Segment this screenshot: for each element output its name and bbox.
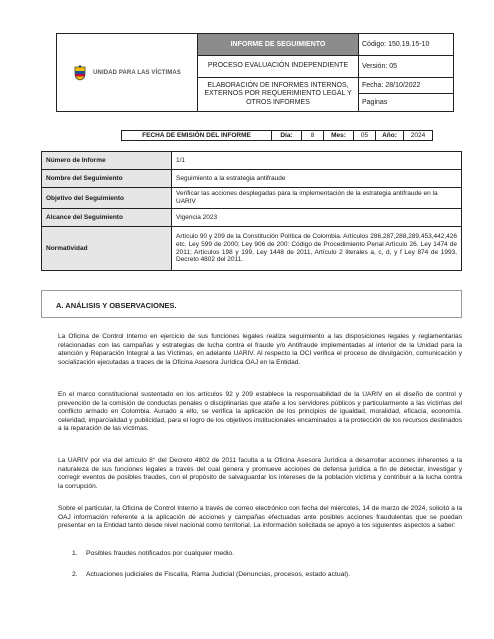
procedure-name: ELABORACIÓN DE INFORMES INTERNOS, EXTERNOS POR REQUERIMIENTO LEGAL Y OTROS INFORMES (198, 78, 359, 112)
paragraph: En el marco constitucional sustentado en los artículos 92 y 209 establece la responsabilidad de la UARIV en el diseño de control y prevención de la comisión de conductas penales o disciplinarias que atañe a los servidores públicos y particularmente a las víctimas del conflicto armado en Colombia. Aunado a ello, se verifica la aplicación de los principios de igualdad, moralidad, eficacia, economía. celeridad, imparcialidad y publicidad, para el logro de los objetivos institucionales encaminados a la protección de los recursos destinados a la reparación de las víctimas. (58, 391, 462, 433)
day-value: 8 (302, 131, 324, 141)
table-row (42, 188, 462, 209)
section-heading-box (41, 290, 462, 318)
info-value: Artículo 90 y 209 de la Constitución Política de Colombia. Artículos 286,287,288,289,453,442,426 etc. Ley 599 de 2000; Ley 906 de 200: Código de Procedimiento Penal Artículo 26. Ley 1474 de 2011; Artículos 198 y 199, Ley 1448 de 2011, Artículo 2 literales a, c, d, y f Ley 874 de 1993, Decreto 4802 del 2011. (172, 227, 462, 271)
day-label: Día: (272, 131, 302, 141)
table-row (42, 227, 462, 271)
paragraph: Sobre el particular, la Oficina de Control Interno a través de correo electrónico con fecha del miércoles, 14 de marzo de 2024, solicitó a la OAJ información referente a la aplicación de acciones y campañas efectuadas ante posibles acciones fraudulentas que se puedan presentar en la Entidad tanto desde nivel nacional como territorial. La información solicitada se apoyó a los siguientes aspectos a saber: (58, 505, 462, 530)
section-title: A. ANÁLISIS Y OBSERVACIONES. (56, 301, 177, 310)
info-label: Alcance del Seguimiento (42, 209, 172, 227)
info-label: Objetivo del Seguimiento (42, 188, 172, 209)
list-text: Posibles fraudes notificados por cualquier medio. (86, 550, 235, 557)
info-label: Número de Informe (42, 152, 172, 170)
info-value: Verificar las acciones desplegadas para la implementación de la estrategia antifraude en la UARIV (172, 188, 462, 209)
report-title: INFORME DE SEGUIMIENTO (198, 34, 359, 56)
table-row (42, 152, 462, 170)
info-value: Seguimiento a la estrategia antifraude (172, 170, 462, 188)
org-name: UNIDAD PARA LAS VÍCTIMAS (93, 69, 181, 76)
paragraph: La Oficina de Control Interno en ejercicio de sus funciones legales realiza seguimiento a las disposiciones legales y reglamentarias relacionadas con las campañas y estrategias de lucha contra el fraude y/o Antifraude implementadas al interior de la Unidad para la atención y Reparación Integral a las Víctimas, en adelante UARIV. Al respecto la OCI verifica el proceso de divulgación, comunicación y socialización ejecutadas a traces de la Oficina Asesora Jurídica OAJ en la Entidad. (58, 333, 462, 366)
doc-version: Versión: 05 (359, 56, 454, 78)
year-label: Año: (376, 131, 404, 141)
info-label: Nombre del Seguimiento (42, 170, 172, 188)
year-value: 2024 (404, 131, 433, 141)
list-number: 1. (72, 550, 78, 557)
list-text: Actuaciones judiciales de Fiscalía, Rama Judicial (Denuncias, procesos, estado actual). (86, 571, 351, 578)
month-value: 05 (354, 131, 376, 141)
emission-date-bar (121, 130, 433, 141)
emission-label: FECHA DE EMISIÓN DEL INFORME (122, 131, 272, 141)
process-name: PROCESO EVALUACIÓN INDEPENDIENTE (198, 56, 359, 78)
info-label: Normatividad (42, 227, 172, 271)
doc-date: Fecha: 28/10/2022 (359, 78, 454, 94)
paragraph: La UARIV por vía del artículo 8° del Decreto 4802 de 2011 faculta a la Oficina Asesora Jurídica a desarrollar acciones inherentes a la naturaleza de sus funciones legales a través del cual genera y promueve acciones de defensa jurídica a fin de detectar, investigar y corregir eventos de posibles fraudes, con el propósito de salvaguardar los intereses de la población víctima y contribuir a la lucha contra la corrupción. (58, 457, 462, 490)
info-value: 1/1 (172, 152, 462, 170)
doc-code: Código: 150.19.15-10 (359, 34, 454, 56)
info-value: Vigencia 2023 (172, 209, 462, 227)
coat-of-arms-icon (73, 65, 87, 81)
report-info-table (41, 151, 462, 271)
table-row (42, 209, 462, 227)
doc-pages: Paginas (359, 94, 454, 112)
list-item (72, 550, 234, 557)
logo-cell (57, 34, 198, 112)
list-number: 2. (72, 571, 78, 578)
list-item (72, 571, 350, 578)
month-label: Mes: (324, 131, 354, 141)
document-header (56, 33, 454, 112)
table-row (42, 170, 462, 188)
